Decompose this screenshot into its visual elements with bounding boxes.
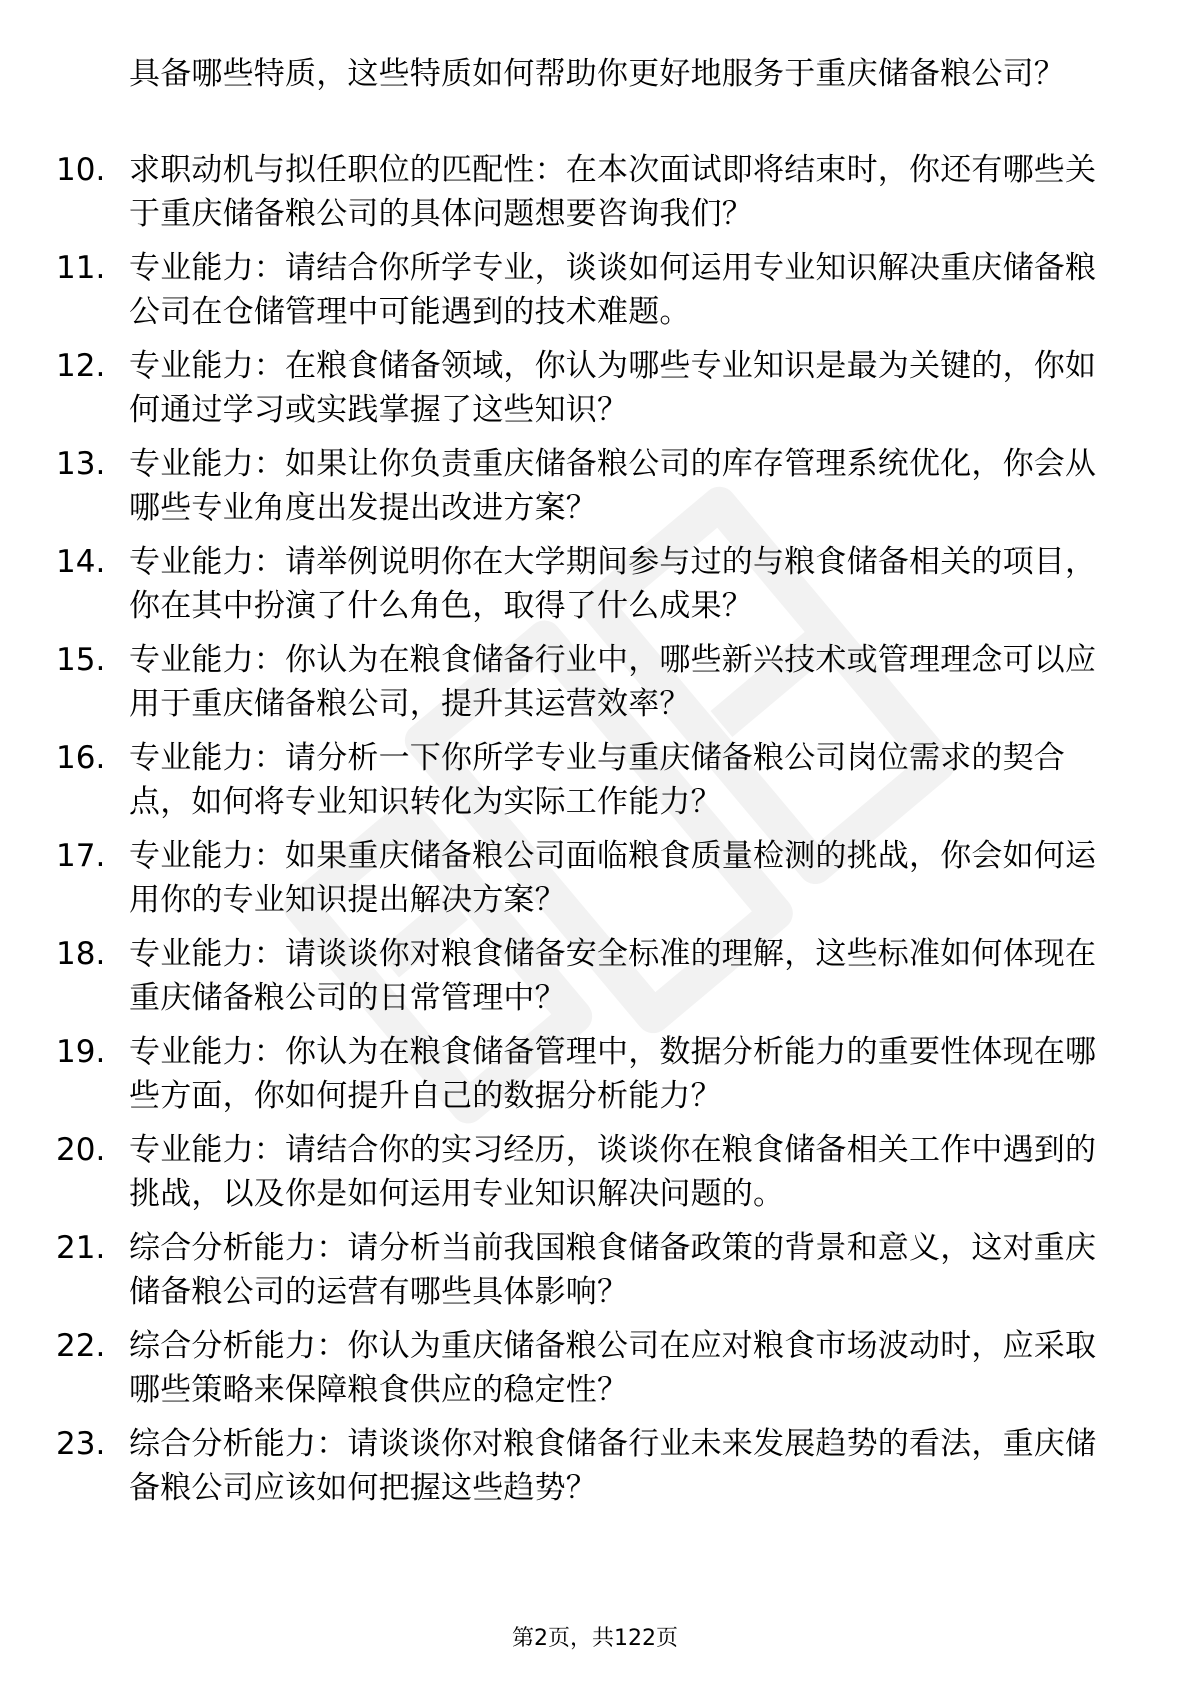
question-text: 专业能力：请分析一下你所学专业与重庆储备粮公司岗位需求的契合点，如何将专业知识转化为实际工作能力？ [129,740,1065,820]
question-number: 17. [56,838,106,874]
continued-question-text: 具备哪些特质，这些特质如何帮助你更好地服务于重庆储备粮公司？ [129,56,1065,92]
question-item [0,540,1190,638]
question-number: 12. [56,348,106,384]
question-number: 14. [56,544,106,580]
question-text: 专业能力：请举例说明你在大学期间参与过的与粮食储备相关的项目，你在其中扮演了什么角色，取得了什么成果？ [129,544,1097,624]
question-item [0,246,1190,344]
question-item [0,148,1190,246]
question-number: 21. [56,1230,106,1266]
question-text: 专业能力：请结合你所学专业，谈谈如何运用专业知识解决重庆储备粮公司在仓储管理中可能遇到的技术难题。 [129,250,1097,330]
question-item [0,1128,1190,1226]
question-item [0,442,1190,540]
question-text: 综合分析能力：请谈谈你对粮食储备行业未来发展趋势的看法，重庆储备粮公司应该如何把握这些趋势？ [129,1426,1097,1506]
question-text: 专业能力：请谈谈你对粮食储备安全标准的理解，这些标准如何体现在重庆储备粮公司的日常管理中？ [129,936,1097,1016]
question-text: 专业能力：如果让你负责重庆储备粮公司的库存管理系统优化，你会从哪些专业角度出发提出改进方案？ [129,446,1097,526]
question-number: 16. [56,740,106,776]
question-list [0,148,1190,1520]
question-item [0,1324,1190,1422]
question-item [0,1422,1190,1520]
question-number: 18. [56,936,106,972]
question-number: 19. [56,1034,106,1070]
question-item [0,638,1190,736]
question-item [0,1226,1190,1324]
question-item [0,834,1190,932]
question-text: 专业能力：请结合你的实习经历，谈谈你在粮食储备相关工作中遇到的挑战，以及你是如何运用专业知识解决问题的。 [129,1132,1097,1212]
question-number: 15. [56,642,106,678]
question-text: 专业能力：你认为在粮食储备行业中，哪些新兴技术或管理理念可以应用于重庆储备粮公司，提升其运营效率？ [129,642,1097,722]
question-number: 22. [56,1328,106,1364]
question-text: 求职动机与拟任职位的匹配性：在本次面试即将结束时，你还有哪些关于重庆储备粮公司的具体问题想要咨询我们？ [129,152,1097,232]
question-number: 10. [56,152,106,188]
question-item [0,1030,1190,1128]
question-item [0,344,1190,442]
page-indicator: 第2页，共122页 [512,1626,678,1651]
question-text: 专业能力：在粮食储备领域，你认为哪些专业知识是最为关键的，你如何通过学习或实践掌握了这些知识？ [129,348,1097,428]
question-text: 专业能力：如果重庆储备粮公司面临粮食质量检测的挑战，你会如何运用你的专业知识提出解决方案？ [129,838,1097,918]
question-number: 11. [56,250,106,286]
question-number: 23. [56,1426,106,1462]
question-number: 20. [56,1132,106,1168]
question-text: 专业能力：你认为在粮食储备管理中，数据分析能力的重要性体现在哪些方面，你如何提升自己的数据分析能力？ [129,1034,1097,1114]
question-item [0,736,1190,834]
question-text: 综合分析能力：请分析当前我国粮食储备政策的背景和意义，这对重庆储备粮公司的运营有哪些具体影响？ [129,1230,1097,1310]
question-item [0,932,1190,1030]
question-text: 综合分析能力：你认为重庆储备粮公司在应对粮食市场波动时，应采取哪些策略来保障粮食供应的稳定性？ [129,1328,1097,1408]
question-number: 13. [56,446,106,482]
